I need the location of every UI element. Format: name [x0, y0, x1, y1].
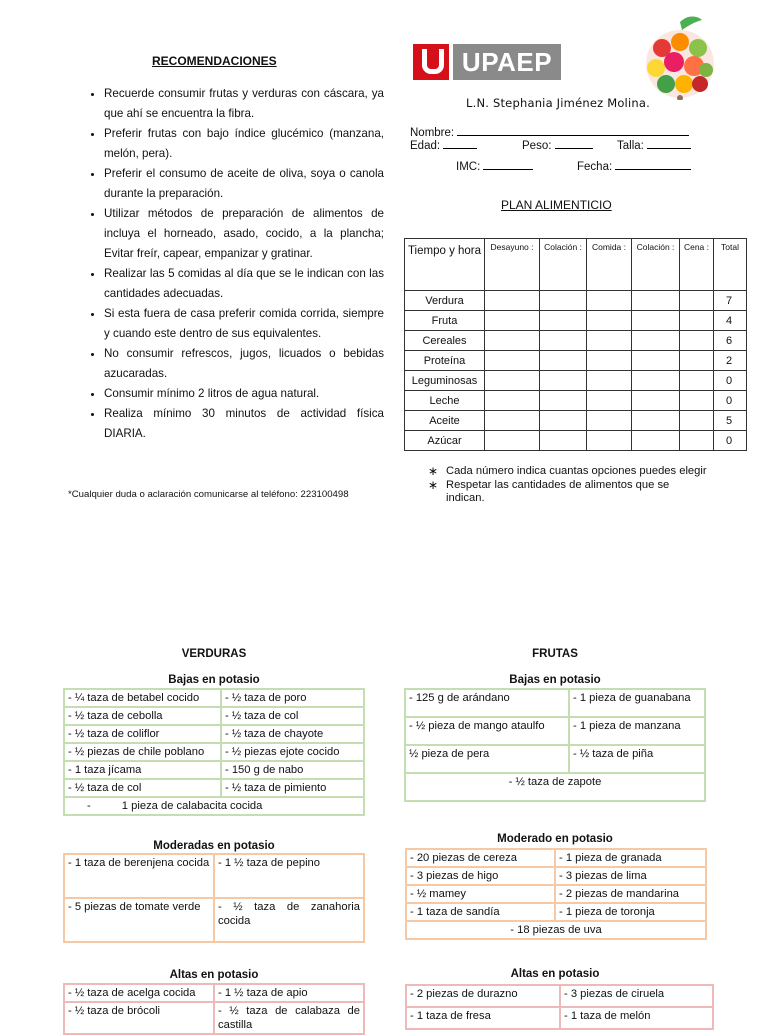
- verduras-moderadas-title: Moderadas en potasio: [153, 840, 275, 852]
- plan-cell[interactable]: [540, 311, 587, 331]
- food-item: - ½ piezas ejote cocido: [221, 743, 364, 761]
- food-group: Leche: [405, 391, 485, 411]
- table-row: [64, 707, 364, 725]
- talla-field[interactable]: [617, 138, 691, 152]
- food-group: Azúcar: [405, 431, 485, 451]
- table-row: [406, 849, 706, 867]
- plan-row: [405, 351, 747, 371]
- food-group: Proteína: [405, 351, 485, 371]
- plan-cell[interactable]: [485, 311, 540, 331]
- table-row: [64, 797, 364, 815]
- food-item: - ½ taza de chayote: [221, 725, 364, 743]
- frutas-moderado-table: [405, 848, 707, 940]
- food-item: - 1 pieza de granada: [555, 849, 706, 867]
- food-item: - 1 taza de sandía: [406, 903, 555, 921]
- plan-total: 6: [714, 331, 747, 351]
- verduras-altas-table: [63, 983, 365, 1035]
- plan-cell[interactable]: [632, 331, 680, 351]
- table-row: [405, 717, 705, 745]
- food-item: - ½ taza de piña: [569, 745, 705, 773]
- plan-row: [405, 311, 747, 331]
- plan-cell[interactable]: [540, 371, 587, 391]
- peso-line[interactable]: [555, 138, 593, 149]
- food-item: - ½ pieza de mango ataulfo: [405, 717, 569, 745]
- plan-cell[interactable]: [485, 351, 540, 371]
- plan-cell[interactable]: [587, 351, 632, 371]
- table-row: [406, 1007, 713, 1029]
- peso-label: Peso:: [522, 140, 552, 152]
- plan-cell[interactable]: [680, 371, 714, 391]
- recommendations-list: [78, 84, 384, 444]
- talla-line[interactable]: [647, 138, 691, 149]
- plan-cell[interactable]: [540, 391, 587, 411]
- food-item: - ½ taza de calabaza de castilla: [214, 1002, 364, 1034]
- plan-cell[interactable]: [587, 391, 632, 411]
- plan-cell[interactable]: [680, 331, 714, 351]
- food-group: Leguminosas: [405, 371, 485, 391]
- plan-title: PLAN ALIMENTICIO: [501, 198, 612, 212]
- plan-header-cell: Colación :: [540, 239, 587, 291]
- food-item: - ½ piezas de chile poblano: [64, 743, 221, 761]
- plan-cell[interactable]: [632, 411, 680, 431]
- frutas-altas-title: Altas en potasio: [510, 968, 600, 980]
- plan-header-cell: Comida :: [587, 239, 632, 291]
- table-row: [64, 689, 364, 707]
- food-item: - ¼ taza de betabel cocido: [64, 689, 221, 707]
- peso-field[interactable]: [522, 138, 593, 152]
- frutas-moderado-title: Moderado en potasio: [497, 833, 613, 845]
- plan-cell[interactable]: [680, 351, 714, 371]
- plan-row: [405, 431, 747, 451]
- food-item: - ½ taza de brócoli: [64, 1002, 214, 1034]
- table-row: [406, 885, 706, 903]
- edad-line[interactable]: [443, 138, 477, 149]
- food-item: - ½ taza de col: [64, 779, 221, 797]
- plan-cell[interactable]: [540, 411, 587, 431]
- table-row: [64, 725, 364, 743]
- plan-total: 0: [714, 391, 747, 411]
- upaep-logo-text: UPAEP: [453, 44, 561, 80]
- food-item: ½ pieza de pera: [405, 745, 569, 773]
- plan-cell[interactable]: [485, 371, 540, 391]
- table-row: [64, 984, 364, 1002]
- edad-label: Edad:: [410, 140, 441, 152]
- frutas-bajas-title: Bajas en potasio: [509, 674, 601, 686]
- food-item: - 150 g de nabo: [221, 761, 364, 779]
- plan-cell[interactable]: [680, 391, 714, 411]
- fecha-label: Fecha:: [577, 161, 613, 173]
- plan-total: 2: [714, 351, 747, 371]
- plan-total: 0: [714, 431, 747, 451]
- plan-cell[interactable]: [680, 431, 714, 451]
- food-item: - 2 piezas de mandarina: [555, 885, 706, 903]
- recommendations-title: RECOMENDACIONES: [152, 54, 277, 68]
- plan-cell[interactable]: [587, 411, 632, 431]
- plan-notes: [428, 465, 708, 506]
- plan-cell[interactable]: [540, 351, 587, 371]
- table-row: [64, 743, 364, 761]
- table-row: [406, 867, 706, 885]
- table-row: [405, 745, 705, 773]
- plan-cell[interactable]: [632, 291, 680, 311]
- food-item: - ½ taza de zapote: [405, 773, 705, 801]
- frutas-title: FRUTAS: [532, 648, 578, 660]
- nombre-field[interactable]: [410, 125, 689, 139]
- food-item: - 125 g de arándano: [405, 689, 569, 717]
- plan-total: 0: [714, 371, 747, 391]
- plan-cell[interactable]: [587, 371, 632, 391]
- food-group: Cereales: [405, 331, 485, 351]
- imc-field[interactable]: [456, 159, 533, 173]
- food-item: - 18 piezas de uva: [406, 921, 706, 939]
- table-row: [64, 779, 364, 797]
- table-row: [405, 773, 705, 801]
- food-item: - 5 piezas de tomate verde: [64, 898, 214, 942]
- food-item: - 1 pieza de toronja: [555, 903, 706, 921]
- fecha-field[interactable]: [577, 159, 691, 173]
- food-item: - 2 piezas de durazno: [406, 985, 560, 1007]
- table-row: [406, 921, 706, 939]
- plan-cell[interactable]: [540, 291, 587, 311]
- plan-cell[interactable]: [485, 331, 540, 351]
- verduras-title: VERDURAS: [181, 648, 247, 660]
- fecha-line[interactable]: [615, 159, 691, 170]
- plan-cell[interactable]: [632, 311, 680, 331]
- plan-cell[interactable]: [680, 291, 714, 311]
- plan-cell[interactable]: [485, 431, 540, 451]
- recommendation-item: • Si esta fuera de casa preferir comida corrida, siempre y cuando este dentro de sus equivalentes.: [104, 304, 384, 344]
- nombre-line[interactable]: [457, 125, 689, 136]
- recommendation-item: • Realiza mínimo 30 minutos de actividad física DIARIA.: [104, 404, 384, 444]
- plan-cell[interactable]: [540, 431, 587, 451]
- plan-cell[interactable]: [632, 371, 680, 391]
- frutas-altas-table: [405, 984, 714, 1030]
- food-item: - 1 taza de melón: [560, 1007, 713, 1029]
- food-item: - ½ taza de col: [221, 707, 364, 725]
- verduras-bajas-title: Bajas en potasio: [168, 674, 260, 686]
- recommendation-item: • Realizar las 5 comidas al día que se le indican con las cantidades adecuadas.: [104, 264, 384, 304]
- imc-label: IMC:: [456, 161, 481, 173]
- plan-cell[interactable]: [485, 291, 540, 311]
- plan-cell[interactable]: [540, 331, 587, 351]
- verduras-altas-title: Altas en potasio: [169, 969, 259, 981]
- plan-header-cell: Total: [714, 239, 747, 291]
- recommendation-item: • Preferir el consumo de aceite de oliva, soya o canola durante la preparación.: [104, 164, 384, 204]
- food-item: - 1 pieza de calabacita cocida: [64, 797, 364, 815]
- plan-header-cell: Tiempo y hora: [405, 239, 485, 291]
- food-group: Fruta: [405, 311, 485, 331]
- food-item: - 1 pieza de guanabana: [569, 689, 705, 717]
- plan-table: [404, 238, 747, 451]
- table-row: [406, 903, 706, 921]
- verduras-bajas-table: [63, 688, 365, 816]
- food-item: - 1 pieza de manzana: [569, 717, 705, 745]
- food-item: - 1 taza de fresa: [406, 1007, 560, 1029]
- upaep-u-icon: [413, 44, 449, 80]
- plan-total: 7: [714, 291, 747, 311]
- food-item: - 3 piezas de ciruela: [560, 985, 713, 1007]
- plan-header-cell: Cena :: [680, 239, 714, 291]
- plan-row: [405, 411, 747, 431]
- food-item: - 20 piezas de cereza: [406, 849, 555, 867]
- food-item: - 3 piezas de lima: [555, 867, 706, 885]
- plan-cell[interactable]: [587, 291, 632, 311]
- talla-label: Talla:: [617, 140, 644, 152]
- recommendation-item: • Recuerde consumir frutas y verduras con cáscara, ya que ahí se encuentra la fibra.: [104, 84, 384, 124]
- food-item: - 3 piezas de higo: [406, 867, 555, 885]
- food-item: - ½ taza de cebolla: [64, 707, 221, 725]
- plan-header-cell: Colación :: [632, 239, 680, 291]
- plan-cell[interactable]: [485, 391, 540, 411]
- table-row: [64, 761, 364, 779]
- plan-cell[interactable]: [632, 351, 680, 371]
- table-row: [405, 689, 705, 717]
- table-row: [64, 1002, 364, 1034]
- food-item: - ½ taza de acelga cocida: [64, 984, 214, 1002]
- food-item: - 1 ½ taza de pepino: [214, 854, 364, 898]
- food-item: - 1 ½ taza de apio: [214, 984, 364, 1002]
- table-row: [64, 898, 364, 942]
- table-row: [406, 985, 713, 1007]
- plan-note: ∗ Cada número indica cuantas opciones puedes elegir: [428, 465, 708, 478]
- food-group: Aceite: [405, 411, 485, 431]
- plan-cell[interactable]: [632, 391, 680, 411]
- plan-cell[interactable]: [587, 331, 632, 351]
- upaep-logo: [413, 44, 561, 80]
- plan-row: [405, 291, 747, 311]
- food-item: - 1 taza de berenjena cocida: [64, 854, 214, 898]
- fruit-apple-icon: [640, 14, 720, 100]
- food-item: - ½ taza de zanahoria cocida: [214, 898, 364, 942]
- imc-line[interactable]: [483, 159, 533, 170]
- food-item: - ½ taza de coliflor: [64, 725, 221, 743]
- plan-cell[interactable]: [485, 411, 540, 431]
- nutritionist-name: L.N. Stephania Jiménez Molina.: [466, 96, 650, 110]
- recommendation-item: • Utilizar métodos de preparación de alimentos de incluya el horneado, asado, cocido, a la plancha; Evitar freír, capear, empanizar y gratinar.: [104, 204, 384, 264]
- plan-header-row: [405, 239, 747, 291]
- food-item: - 1 taza jícama: [64, 761, 221, 779]
- food-item: - ½ mamey: [406, 885, 555, 903]
- edad-field[interactable]: [410, 138, 477, 152]
- plan-cell[interactable]: [587, 431, 632, 451]
- frutas-bajas-table: [404, 688, 706, 802]
- plan-row: [405, 371, 747, 391]
- recommendation-item: • Preferir frutas con bajo índice glucémico (manzana, melón, pera).: [104, 124, 384, 164]
- food-item: - ½ taza de poro: [221, 689, 364, 707]
- food-group: Verdura: [405, 291, 485, 311]
- recommendation-item: • Consumir mínimo 2 litros de agua natural.: [104, 384, 384, 404]
- plan-cell[interactable]: [587, 311, 632, 331]
- verduras-moderadas-table: [63, 853, 365, 943]
- plan-header-cell: Desayuno :: [485, 239, 540, 291]
- plan-row: [405, 331, 747, 351]
- recommendation-item: • No consumir refrescos, jugos, licuados o bebidas azucaradas.: [104, 344, 384, 384]
- food-item: - ½ taza de pimiento: [221, 779, 364, 797]
- plan-cell[interactable]: [680, 311, 714, 331]
- plan-cell[interactable]: [632, 431, 680, 451]
- plan-total: 4: [714, 311, 747, 331]
- table-row: [64, 854, 364, 898]
- plan-cell[interactable]: [680, 411, 714, 431]
- nombre-label: Nombre:: [410, 127, 455, 139]
- plan-note: ∗ Respetar las cantidades de alimentos que se indican.: [428, 479, 708, 505]
- plan-total: 5: [714, 411, 747, 431]
- contact-footnote: *Cualquier duda o aclaración comunicarse al teléfono: 223100498: [68, 489, 349, 500]
- plan-row: [405, 391, 747, 411]
